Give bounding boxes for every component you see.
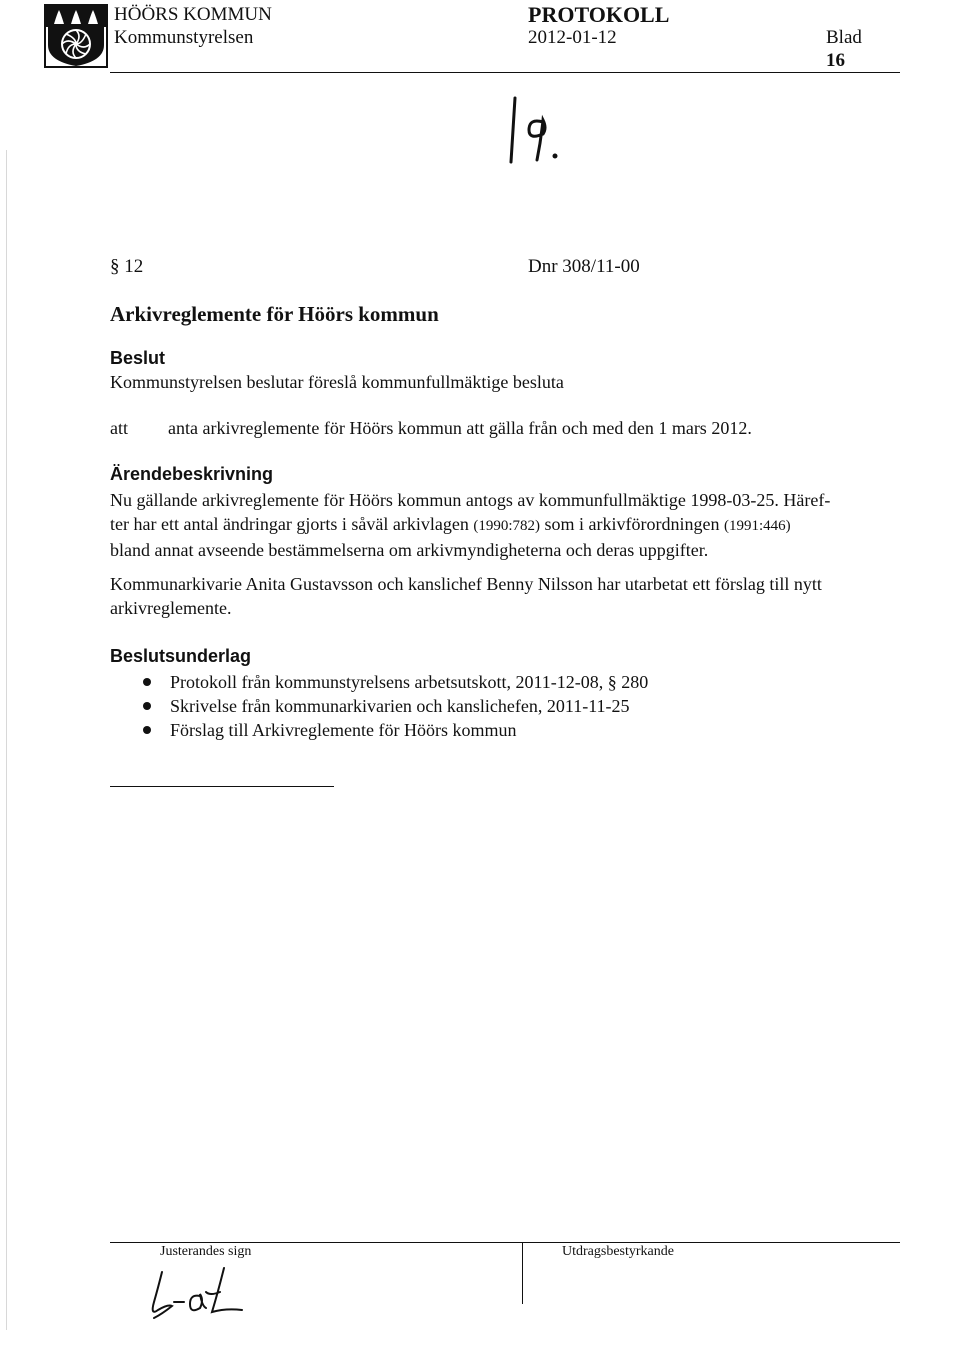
bullet-icon (143, 678, 151, 686)
utdragsbestyrkande-label: Utdragsbestyrkande (562, 1244, 674, 1259)
arende-line-2 (110, 512, 900, 538)
list-item: Protokoll från kommunstyrelsens arbetsutskott, 2011-12-08, § 280 (110, 670, 648, 694)
header-doc-type: PROTOKOLL (528, 2, 670, 27)
header-org: HÖÖRS KOMMUN (114, 4, 272, 25)
paragraph-number: § 12 (110, 256, 144, 277)
signature (140, 1262, 250, 1330)
end-divider (110, 786, 334, 787)
arende-ref-1: (1990:782) (473, 518, 541, 534)
footer-divider (110, 1242, 900, 1243)
list-item: Skrivelse från kommunarkivarien och kanslichefen, 2011-11-25 (110, 694, 648, 718)
coat-of-arms-icon (44, 4, 108, 68)
arende-line-3: bland annat avseende bestämmelserna om arkivmyndigheterna och deras uppgifter. (110, 540, 709, 560)
justerandes-sign-label: Justerandes sign (160, 1244, 252, 1259)
footer-column-divider (522, 1242, 523, 1304)
diary-number: Dnr 308/11-00 (528, 256, 640, 277)
arende-line-2a: ter har ett antal ändringar gjorts i såväl arkivlagen (110, 514, 474, 534)
bullet-icon (143, 702, 151, 710)
scan-edge (6, 150, 7, 1330)
header-divider (110, 72, 900, 73)
arende-line-2b: som i arkivförordningen (540, 514, 724, 534)
arende-line-1: Nu gällande arkivreglemente för Höörs kommun antogs av kommunfullmäktige 1998-03-25. Häref- (110, 490, 831, 510)
header-department: Kommunstyrelsen (114, 27, 254, 48)
arendebeskrivning-body (110, 488, 900, 620)
arende-ref-2: (1991:446) (724, 518, 791, 534)
beslutsunderlag-heading: Beslutsunderlag (110, 646, 252, 666)
att-text: anta arkivreglemente för Höörs kommun att gälla från och med den 1 mars 2012. (168, 418, 752, 438)
beslut-heading: Beslut (110, 348, 166, 368)
header-page-number: 16 (826, 50, 845, 71)
beslut-text: Kommunstyrelsen beslutar föreslå kommunfullmäktige besluta (110, 372, 564, 392)
list-item: Förslag till Arkivreglemente för Höörs kommun (110, 718, 648, 742)
beslutsunderlag-list (110, 670, 648, 742)
handwritten-number (505, 92, 585, 168)
section-title: Arkivreglemente för Höörs kommun (110, 302, 439, 326)
header-blad-label: Blad (826, 27, 862, 48)
att-label: att (110, 418, 128, 438)
arendebeskrivning-heading: Ärendebeskrivning (110, 464, 274, 484)
header-date: 2012-01-12 (528, 27, 617, 48)
bullet-icon (143, 726, 151, 734)
arende-paragraph-2: Kommunarkivarie Anita Gustavsson och kanslichef Benny Nilsson har utarbetat ett förslag till nytt arkivreglemente. (110, 574, 822, 618)
